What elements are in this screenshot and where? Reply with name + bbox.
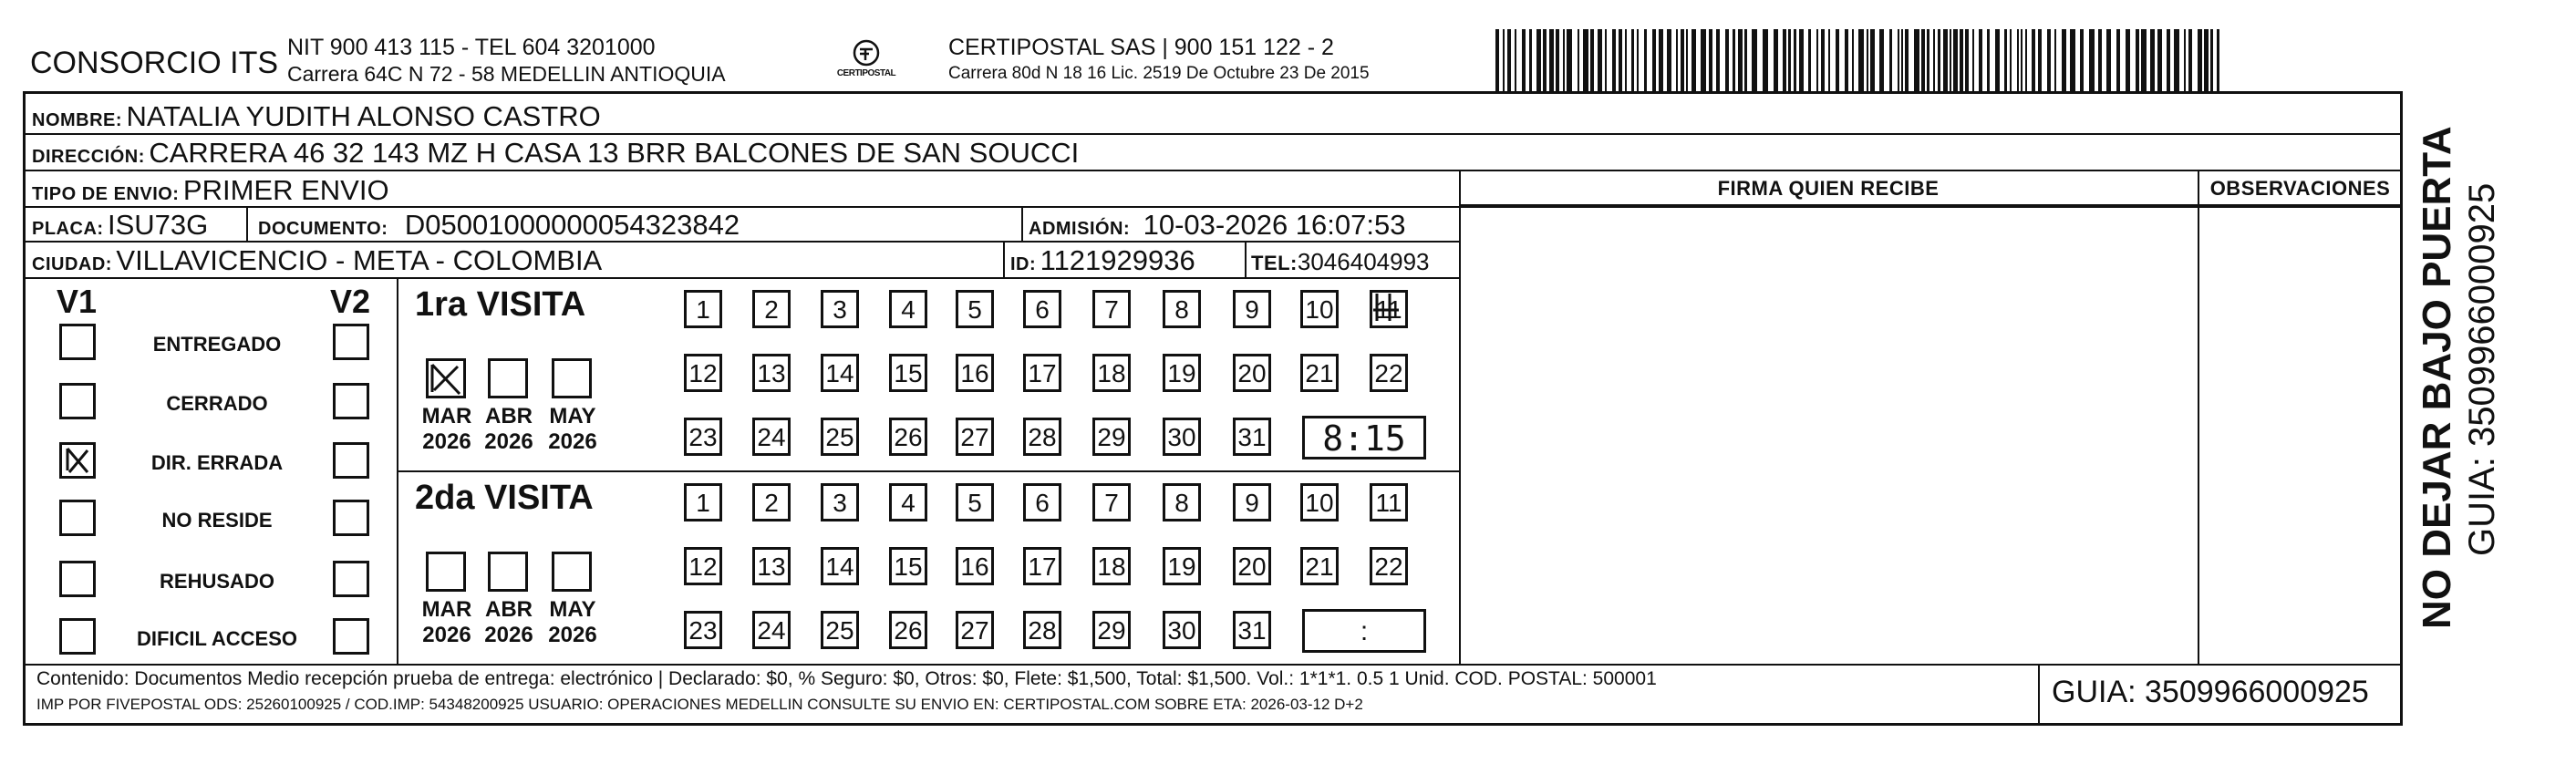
admision-value: 10-03-2026 16:07:53 bbox=[1143, 209, 1406, 241]
month-checkbox[interactable] bbox=[552, 358, 592, 398]
status-label: DIR. ERRADA bbox=[150, 451, 284, 474]
tel-cell bbox=[1251, 248, 1430, 276]
day-box[interactable]: 27 bbox=[956, 611, 994, 649]
day-box[interactable]: 30 bbox=[1163, 611, 1201, 649]
day-box[interactable]: 17 bbox=[1023, 547, 1061, 585]
documento-cell bbox=[258, 209, 740, 242]
footer-guia: GUIA: 3509966000925 bbox=[2052, 675, 2369, 709]
status-label: REHUSADO bbox=[160, 570, 274, 593]
day-box[interactable]: 9 bbox=[1233, 290, 1271, 328]
company-line-2: Carrera 64C N 72 - 58 MEDELLIN ANTIOQUIA bbox=[287, 62, 726, 86]
day-box[interactable]: 14 bbox=[821, 354, 859, 392]
day-box[interactable]: 25 bbox=[821, 418, 859, 456]
v2-checkbox[interactable] bbox=[333, 383, 369, 419]
day-box[interactable]: 20 bbox=[1233, 354, 1271, 392]
direccion-label: DIRECCIÓN: bbox=[32, 147, 145, 167]
v2-checkbox[interactable] bbox=[333, 561, 369, 597]
v1-label: V1 bbox=[57, 283, 98, 320]
v1-checkbox[interactable] bbox=[59, 500, 96, 536]
day-box[interactable]: 13 bbox=[752, 547, 791, 585]
day-box[interactable]: 10 bbox=[1300, 483, 1339, 521]
day-box[interactable]: 11 bbox=[1370, 290, 1408, 328]
day-box[interactable]: 3 bbox=[821, 290, 859, 328]
day-box[interactable]: 17 bbox=[1023, 354, 1061, 392]
day-box[interactable]: 11 bbox=[1370, 483, 1408, 521]
day-box[interactable]: 16 bbox=[956, 354, 994, 392]
id-cell bbox=[1010, 244, 1195, 277]
day-box[interactable]: 12 bbox=[684, 354, 722, 392]
day-box[interactable]: 14 bbox=[821, 547, 859, 585]
day-box[interactable]: 31 bbox=[1233, 611, 1271, 649]
day-box[interactable]: 5 bbox=[956, 483, 994, 521]
documento-value: D05001000000054323842 bbox=[404, 209, 740, 241]
month-label: ABR bbox=[485, 404, 533, 428]
month-checkbox[interactable] bbox=[488, 552, 528, 592]
day-box[interactable]: 18 bbox=[1092, 354, 1131, 392]
month-checkbox[interactable] bbox=[552, 552, 592, 592]
side-guia-text: GUIA: 3509966000925 bbox=[2462, 182, 2502, 556]
day-box[interactable]: 22 bbox=[1370, 547, 1408, 585]
year-label: 2026 bbox=[422, 623, 471, 647]
day-box[interactable]: 8 bbox=[1163, 483, 1201, 521]
day-box[interactable]: 5 bbox=[956, 290, 994, 328]
carrier-line-1: CERTIPOSTAL SAS | 900 151 122 - 2 bbox=[948, 35, 1334, 60]
status-label: CERRADO bbox=[166, 392, 268, 415]
placa-value: ISU73G bbox=[108, 209, 209, 241]
firma-header: FIRMA QUIEN RECIBE bbox=[1717, 177, 1940, 200]
second-visit-title: 2da VISITA bbox=[415, 479, 594, 517]
no-dejar-bajo-puerta: NO DEJAR BAJO PUERTA bbox=[2415, 126, 2459, 629]
day-box[interactable]: 7 bbox=[1092, 483, 1131, 521]
day-box[interactable]: 6 bbox=[1023, 290, 1061, 328]
day-box[interactable]: 15 bbox=[889, 354, 927, 392]
day-box[interactable]: 12 bbox=[684, 547, 722, 585]
day-box[interactable]: 30 bbox=[1163, 418, 1201, 456]
year-label: 2026 bbox=[484, 429, 533, 454]
status-label: ENTREGADO bbox=[152, 333, 282, 356]
nombre-label: NOMBRE: bbox=[32, 110, 123, 130]
first-visit-title: 1ra VISITA bbox=[415, 285, 586, 324]
tipo-envio-row bbox=[32, 174, 389, 207]
year-label: 2026 bbox=[548, 623, 597, 647]
tipo-envio-value: PRIMER ENVIO bbox=[182, 174, 389, 206]
day-box[interactable]: 13 bbox=[752, 354, 791, 392]
day-box[interactable]: 6 bbox=[1023, 483, 1061, 521]
id-label: ID: bbox=[1010, 254, 1037, 274]
day-box[interactable]: 15 bbox=[889, 547, 927, 585]
month-label: MAR bbox=[421, 597, 472, 622]
v1-checkbox[interactable] bbox=[59, 383, 96, 419]
day-box[interactable]: 22 bbox=[1370, 354, 1408, 392]
v2-checkbox[interactable] bbox=[333, 500, 369, 536]
placa-cell bbox=[32, 209, 208, 242]
v1-checkbox[interactable] bbox=[59, 324, 96, 360]
day-box[interactable]: 19 bbox=[1163, 547, 1201, 585]
day-box[interactable]: 27 bbox=[956, 418, 994, 456]
status-label: DIFICIL ACCESO bbox=[136, 627, 297, 650]
day-box[interactable]: 7 bbox=[1092, 290, 1131, 328]
tel-value: 3046404993 bbox=[1297, 248, 1430, 275]
day-box[interactable]: 4 bbox=[889, 483, 927, 521]
day-box[interactable]: 4 bbox=[889, 290, 927, 328]
logo-text: CERTIPOSTAL bbox=[836, 68, 896, 78]
month-label: MAR bbox=[421, 404, 472, 428]
day-box[interactable]: 1 bbox=[684, 290, 722, 328]
v2-checkbox[interactable] bbox=[333, 324, 369, 360]
time-box[interactable]: 8:15 bbox=[1302, 416, 1426, 459]
v2-label: V2 bbox=[330, 283, 371, 320]
day-box[interactable]: 24 bbox=[752, 611, 791, 649]
v1-checkbox[interactable] bbox=[59, 618, 96, 655]
admision-cell bbox=[1029, 209, 1405, 242]
nombre-row bbox=[32, 100, 601, 133]
day-box[interactable]: 28 bbox=[1023, 418, 1061, 456]
company-line-1: NIT 900 413 115 - TEL 604 3201000 bbox=[287, 35, 656, 60]
day-box[interactable]: 16 bbox=[956, 547, 994, 585]
day-box[interactable]: 9 bbox=[1233, 483, 1271, 521]
side-guia bbox=[2462, 183, 2503, 556]
day-box[interactable]: 24 bbox=[752, 418, 791, 456]
year-label: 2026 bbox=[484, 623, 533, 647]
day-box[interactable]: 29 bbox=[1092, 611, 1131, 649]
day-box[interactable]: 8 bbox=[1163, 290, 1201, 328]
placa-label: PLACA: bbox=[32, 219, 104, 239]
day-box[interactable]: 23 bbox=[684, 418, 722, 456]
ciudad-cell bbox=[32, 244, 602, 277]
day-box[interactable]: 25 bbox=[821, 611, 859, 649]
time-box[interactable]: : bbox=[1302, 609, 1426, 653]
year-label: 2026 bbox=[548, 429, 597, 454]
month-label: MAY bbox=[549, 597, 596, 622]
carrier-line-2: Carrera 80d N 18 16 Lic. 2519 De Octubre 23 De 2015 bbox=[948, 64, 1370, 83]
barcode bbox=[1495, 29, 2225, 91]
ciudad-label: CIUDAD: bbox=[32, 254, 112, 274]
day-box[interactable]: 20 bbox=[1233, 547, 1271, 585]
day-box[interactable]: 10 bbox=[1300, 290, 1339, 328]
day-box[interactable]: 2 bbox=[752, 483, 791, 521]
direccion-value: CARRERA 46 32 143 MZ H CASA 13 BRR BALCONES DE SAN SOUCCI bbox=[149, 137, 1080, 169]
documento-label: DOCUMENTO: bbox=[258, 219, 388, 239]
month-checkbox[interactable] bbox=[488, 358, 528, 398]
month-label: MAY bbox=[549, 404, 596, 428]
side-notice bbox=[2415, 126, 2460, 629]
nombre-value: NATALIA YUDITH ALONSO CASTRO bbox=[126, 100, 601, 132]
day-box[interactable]: 21 bbox=[1300, 354, 1339, 392]
observaciones-header: OBSERVACIONES bbox=[2209, 177, 2391, 200]
day-box[interactable]: 29 bbox=[1092, 418, 1131, 456]
day-box[interactable]: 26 bbox=[889, 418, 927, 456]
day-box[interactable]: 19 bbox=[1163, 354, 1201, 392]
direccion-row bbox=[32, 137, 1079, 170]
ciudad-value: VILLAVICENCIO - META - COLOMBIA bbox=[116, 244, 603, 276]
day-box[interactable]: 21 bbox=[1300, 547, 1339, 585]
v1-checkbox[interactable] bbox=[59, 561, 96, 597]
footer-line-2: IMP POR FIVEPOSTAL ODS: 25260100925 / COD.IMP: 54348200925 USUARIO: OPERACIONES MEDELLIN CONSULTE SU ENVIO EN: CERTIPOSTAL.COM SOBRE ETA: 2026-03-12 D+2 bbox=[36, 696, 1363, 713]
day-box[interactable]: 28 bbox=[1023, 611, 1061, 649]
certipostal-logo bbox=[834, 36, 898, 87]
status-label: NO RESIDE bbox=[161, 509, 273, 532]
admision-label: ADMISIÓN: bbox=[1029, 219, 1131, 239]
day-box[interactable]: 26 bbox=[889, 611, 927, 649]
id-value: 1121929936 bbox=[1040, 244, 1195, 276]
day-box[interactable]: 3 bbox=[821, 483, 859, 521]
tel-label: TEL: bbox=[1251, 252, 1298, 274]
day-box[interactable]: 31 bbox=[1233, 418, 1271, 456]
day-box[interactable]: 23 bbox=[684, 611, 722, 649]
footer-line-1: Contenido: Documentos Medio recepción prueba de entrega: electrónico | Declarado: $0, % Seguro: $0, Otros: $0, Flete: $1,500, Total: $1,500. Vol.: 1*1*1. 0.5 1 Unid. COD. POSTAL: 500001 bbox=[36, 668, 1657, 689]
month-checkbox[interactable] bbox=[426, 552, 466, 592]
month-label: ABR bbox=[485, 597, 533, 622]
v2-checkbox[interactable] bbox=[333, 442, 369, 479]
day-box[interactable]: 1 bbox=[684, 483, 722, 521]
month-checkbox[interactable] bbox=[426, 358, 466, 398]
day-box[interactable]: 2 bbox=[752, 290, 791, 328]
tipo-envio-label: TIPO DE ENVIO: bbox=[32, 184, 180, 204]
day-box[interactable]: 18 bbox=[1092, 547, 1131, 585]
v1-checkbox[interactable] bbox=[59, 442, 96, 479]
year-label: 2026 bbox=[422, 429, 471, 454]
company-name: CONSORCIO ITS bbox=[30, 46, 279, 80]
v2-checkbox[interactable] bbox=[333, 618, 369, 655]
